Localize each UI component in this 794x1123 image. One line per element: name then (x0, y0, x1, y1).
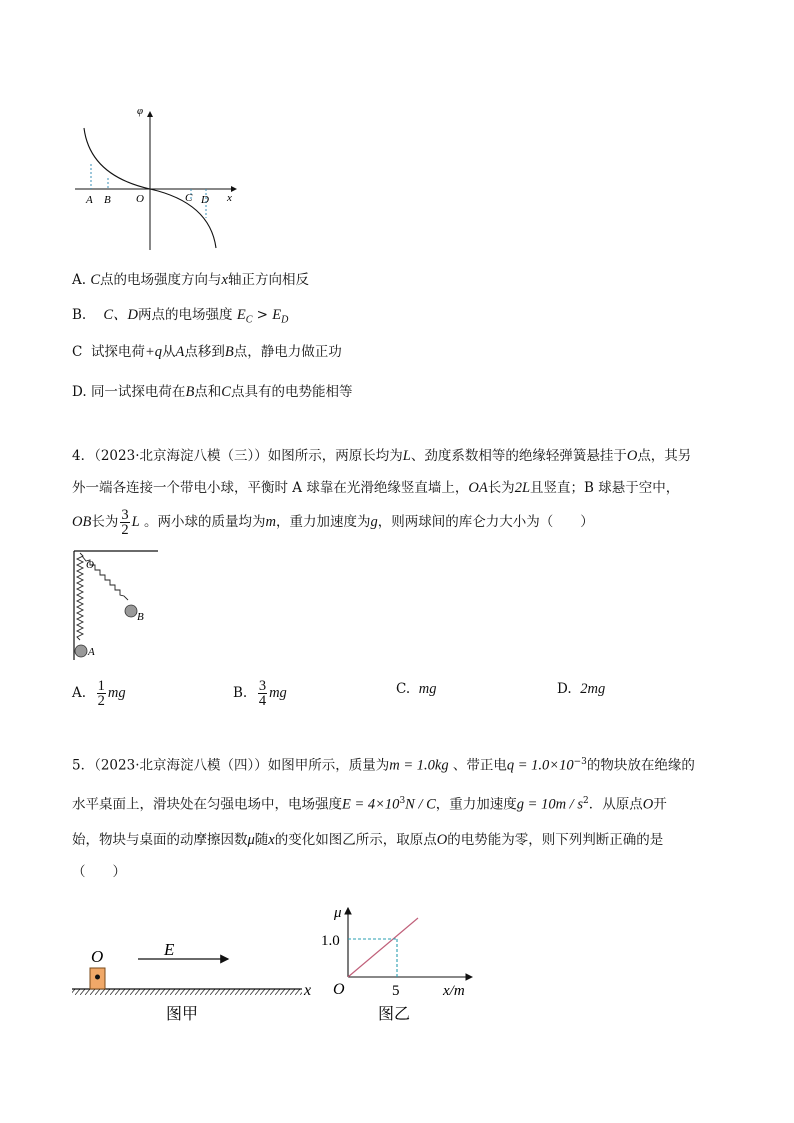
q4-option-b (233, 679, 287, 708)
frac-den: 2 (97, 693, 105, 709)
q4-text: ，则两球间的库仑力大小为（ ） (377, 514, 594, 530)
label-e: E (164, 940, 175, 959)
formula-sub: D (281, 314, 289, 326)
vertical-spring (77, 553, 83, 640)
option-var: C (221, 384, 231, 400)
option-prefix: D. (557, 681, 572, 697)
option-var: mg (107, 685, 126, 701)
q4-option-c (396, 679, 436, 699)
q4-var: L (402, 448, 411, 464)
option-text: 同一试探电荷在 (90, 384, 186, 400)
block-dot (95, 975, 100, 980)
q4-text: 。两小球的质量均为 (143, 514, 266, 530)
q4-option-a (72, 679, 126, 708)
point-b-label: B (104, 194, 111, 206)
q5-formula: N / C (405, 796, 436, 813)
option-var: A (175, 344, 185, 360)
q4-var: OB (72, 514, 92, 530)
formula-var: E (272, 307, 282, 323)
potential-graph (70, 100, 250, 255)
q4-text: 且竖直；B 球悬于空中， (530, 480, 680, 496)
q5-line-3 (72, 830, 663, 850)
option-var: B (185, 384, 195, 400)
option-text: 点的电场强度方向与 (100, 272, 222, 288)
q5-text: 5．（2023·北京海淀八模（四））如图甲所示，质量为 (72, 757, 390, 774)
origin-label: O (333, 981, 345, 998)
q4-var: O (626, 448, 638, 464)
fraction-three-quarters (258, 679, 267, 708)
label-x: x (304, 982, 312, 999)
q5-formula: E = 4×10 (342, 796, 400, 813)
ground-hatch (72, 989, 302, 995)
option-text: 点具有的电势能相等 (230, 384, 353, 400)
q4-text: ，重力加速度为 (275, 514, 371, 530)
option-text: 点，静电力做正功 (233, 344, 342, 360)
q5-line-4 (72, 862, 126, 882)
q5-formula: g = 10m / s (516, 796, 583, 813)
figure-yi (318, 898, 478, 1030)
fraction-one-half (97, 679, 106, 708)
mu-label: μ (334, 905, 342, 921)
formula-op: > (252, 307, 273, 323)
q4-option-d (557, 679, 605, 699)
q4-var: 2L (514, 480, 531, 496)
frac-num: 1 (97, 678, 105, 694)
option-var: B (224, 344, 234, 360)
figure-jia (70, 935, 320, 1030)
option-var: C (90, 272, 101, 288)
q5-text: 的物块放在绝缘的 (586, 757, 695, 774)
mu-line (348, 918, 418, 977)
ball-b (125, 605, 137, 617)
q5-line-1 (72, 752, 695, 776)
option-prefix: C. (396, 681, 411, 697)
q5-text: 的变化如图乙所示，取原点 (274, 832, 437, 848)
q4-var: g (370, 514, 378, 530)
q5-line-2 (72, 791, 667, 815)
caption-jia: 图甲 (166, 1006, 199, 1023)
q5-text: （ ） (72, 864, 126, 880)
x-label: x (227, 192, 232, 204)
frac-num: 3 (258, 678, 267, 694)
point-a-label: A (86, 194, 93, 206)
q5-text: 开 (653, 796, 667, 813)
option-var: 2mg (580, 681, 606, 697)
option-var: +q (144, 344, 162, 360)
option-text: 轴正方向相反 (227, 272, 309, 288)
phi-label: φ (137, 105, 144, 117)
formula-sub: C (245, 314, 253, 326)
q5-text: 随 (254, 832, 269, 848)
option-text: 两点的电场强度 (138, 307, 233, 323)
point-d-label: D (201, 194, 209, 206)
y-tick: 1.0 (321, 933, 340, 949)
q3-option-d (72, 382, 352, 402)
q3-option-c (72, 342, 342, 362)
q4-var: OA (468, 480, 488, 496)
q5-var: μ (247, 832, 255, 848)
option-prefix: C (72, 344, 83, 360)
q5-exp: −3 (573, 757, 587, 767)
q4-text: 长为 (91, 514, 119, 530)
q4-var: L (131, 514, 140, 530)
x-label: x/m (443, 983, 465, 999)
spring-figure (70, 548, 160, 663)
q5-var: O (642, 796, 654, 813)
option-var: mg (418, 681, 437, 697)
option-text: 试探电荷 (90, 344, 145, 360)
q4-var: m (265, 514, 276, 530)
q5-exp: 2 (582, 796, 589, 806)
q5-text: 水平桌面上，滑块处在匀强电场中，电场强度 (72, 796, 342, 813)
ball-a (75, 645, 87, 657)
x-tick: 5 (392, 983, 400, 999)
option-text: 点移到 (184, 344, 225, 360)
q4-text: 外一端各连接一个带电小球，平衡时 A 球靠在光滑绝缘竖直墙上， (72, 480, 469, 496)
frac-num: 3 (121, 507, 129, 523)
q5-exp: 3 (399, 796, 406, 806)
q4-line-3 (72, 508, 594, 537)
q5-text: 的电势能为零，则下列判断正确的是 (447, 832, 664, 848)
q4-text: 、劲度系数相等的绝缘轻弹簧悬挂于 (410, 448, 627, 464)
q5-var: O (436, 832, 448, 848)
option-var: mg (269, 685, 287, 701)
point-c-label: C (185, 192, 193, 204)
q4-text: 点，其另 (637, 448, 692, 464)
q3-option-b (72, 305, 288, 331)
q5-formula: q = 1.0×10 (506, 757, 574, 774)
q5-text: ，重力加速度 (435, 796, 517, 813)
frac-den: 4 (258, 693, 267, 709)
q4-line-2 (72, 478, 679, 498)
caption-yi: 图乙 (378, 1006, 411, 1023)
frac-den: 2 (121, 522, 129, 538)
q4-text: 长为 (487, 480, 515, 496)
option-prefix: A. (72, 685, 87, 701)
label-o: O (91, 947, 104, 966)
fraction-three-halves (120, 508, 129, 537)
q4-text: 4．（2023·北京海淀八模（三））如图所示，两原长均为 (72, 448, 403, 464)
option-text: 从 (161, 344, 176, 360)
q5-text: 始，物块与桌面的动摩擦因数 (72, 832, 248, 848)
label-b: B (137, 611, 144, 623)
option-prefix: D. (72, 384, 87, 400)
formula-var: E (236, 307, 246, 323)
q5-formula: m = 1.0kg (389, 757, 449, 774)
q4-line-1 (72, 446, 691, 466)
option-prefix: B. (72, 307, 87, 323)
option-prefix: B. (233, 685, 248, 701)
q5-text: ．从原点 (588, 796, 643, 813)
label-o: O (86, 559, 94, 571)
origin-label: O (136, 193, 144, 205)
label-a: A (88, 646, 95, 658)
option-prefix: A. (72, 272, 87, 288)
option-var: C、D (103, 307, 139, 323)
q5-text: 、带正电 (452, 757, 507, 774)
option-var: x (221, 272, 228, 288)
q3-option-a (72, 270, 309, 290)
option-text: 点和 (194, 384, 222, 400)
q5-var: x (268, 832, 275, 848)
